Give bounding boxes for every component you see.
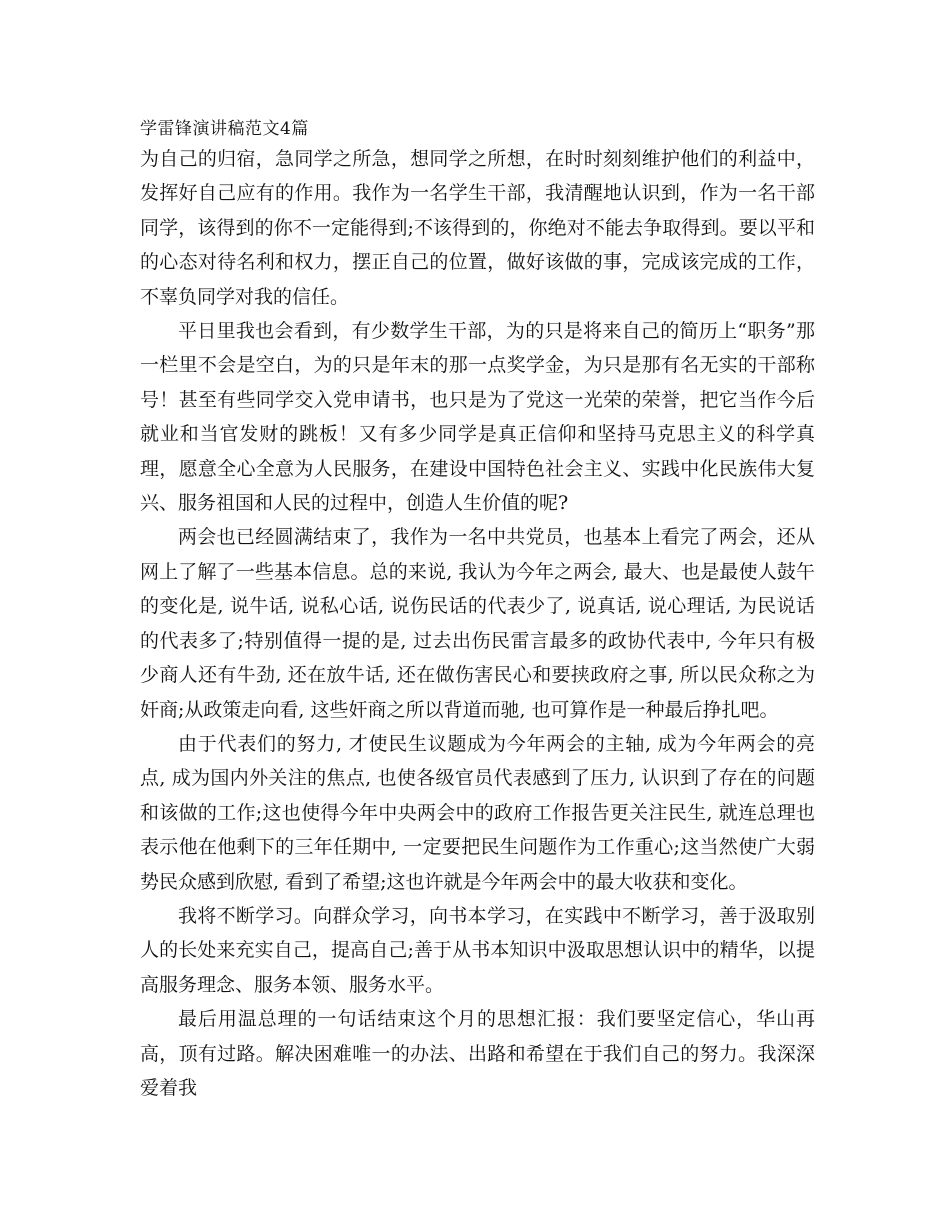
paragraph-3: 两会也已经圆满结束了，我作为一名中共党员，也基本上看完了两会，还从网上了解了一些基本信息。总的来说, 我认为今年之两会, 最大、也是最使人鼓午的变化是, 说牛话, 说私心话, 说伤民话的代表少了, 说真话, 说心理话, 为民说话的代表多了;特别值得一提的是, 过去出伤民雷言最多的政协代表中, 今年只有极少商人还有牛劲, 还在放牛话, 还在做伤害民心和要挟政府之事, 所以民众称之为奸商;从政策走向看, 这些奸商之所以背道而驰, 也可算作是一种最后挣扎吧。 xyxy=(140,526,815,721)
paragraph-6: 最后用温总理的一句话结束这个月的思想汇报：我们要坚定信心，华山再高，顶有过路。解决困难唯一的办法、出路和希望在于我们自己的努力。我深深爱着我 xyxy=(140,1008,815,1099)
paragraph-5: 我将不断学习。向群众学习，向书本学习，在实践中不断学习，善于汲取别人的长处来充实自己，提高自己;善于从书本知识中汲取思想认识中的精华，以提高服务理念、服务本领、服务水平。 xyxy=(140,904,815,996)
document-page xyxy=(140,118,815,1105)
document-title: 学雷锋演讲稿范文4篇 xyxy=(140,119,309,139)
paragraph-4: 由于代表们的努力, 才使民生议题成为今年两会的主轴, 成为今年两会的亮点, 成为国内外关注的焦点, 也使各级官员代表感到了压力, 认识到了存在的问题和该做的工作;这也使得今年中央两会中的政府工作报告更关注民生, 就连总理也表示他在他剩下的三年任期中, 一定要把民生问题作为工作重心;这当然使广大弱势民众感到欣慰, 看到了希望;这也许就是今年两会中的最大收获和变化。 xyxy=(140,732,815,893)
paragraph-2: 平日里我也会看到，有少数学生干部，为的只是将来自己的简历上“职务”那一栏里不会是空白，为的只是年末的那一点奖学金，为只是那有名无实的干部称号！甚至有些同学交入党申请书，也只是为了党这一光荣的荣誉，把它当作今后就业和当官发财的跳板！又有多少同学是真正信仰和坚持马克思主义的科学真理，愿意全心全意为人民服务，在建设中国特色社会主义、实践中化民族伟大复兴、服务祖国和人民的过程中，创造人生价值的呢? xyxy=(140,320,815,515)
paragraph-1: 为自己的归宿，急同学之所急，想同学之所想，在时时刻刻维护他们的利益中，发挥好自己应有的作用。我作为一名学生干部，我清醒地认识到，作为一名干部同学，该得到的你不一定能得到;不该得到的，你绝对不能去争取得到。要以平和的心态对待名利和权力，摆正自己的位置，做好该做的事，完成该完成的工作，不辜负同学对我的信任。 xyxy=(140,148,815,308)
